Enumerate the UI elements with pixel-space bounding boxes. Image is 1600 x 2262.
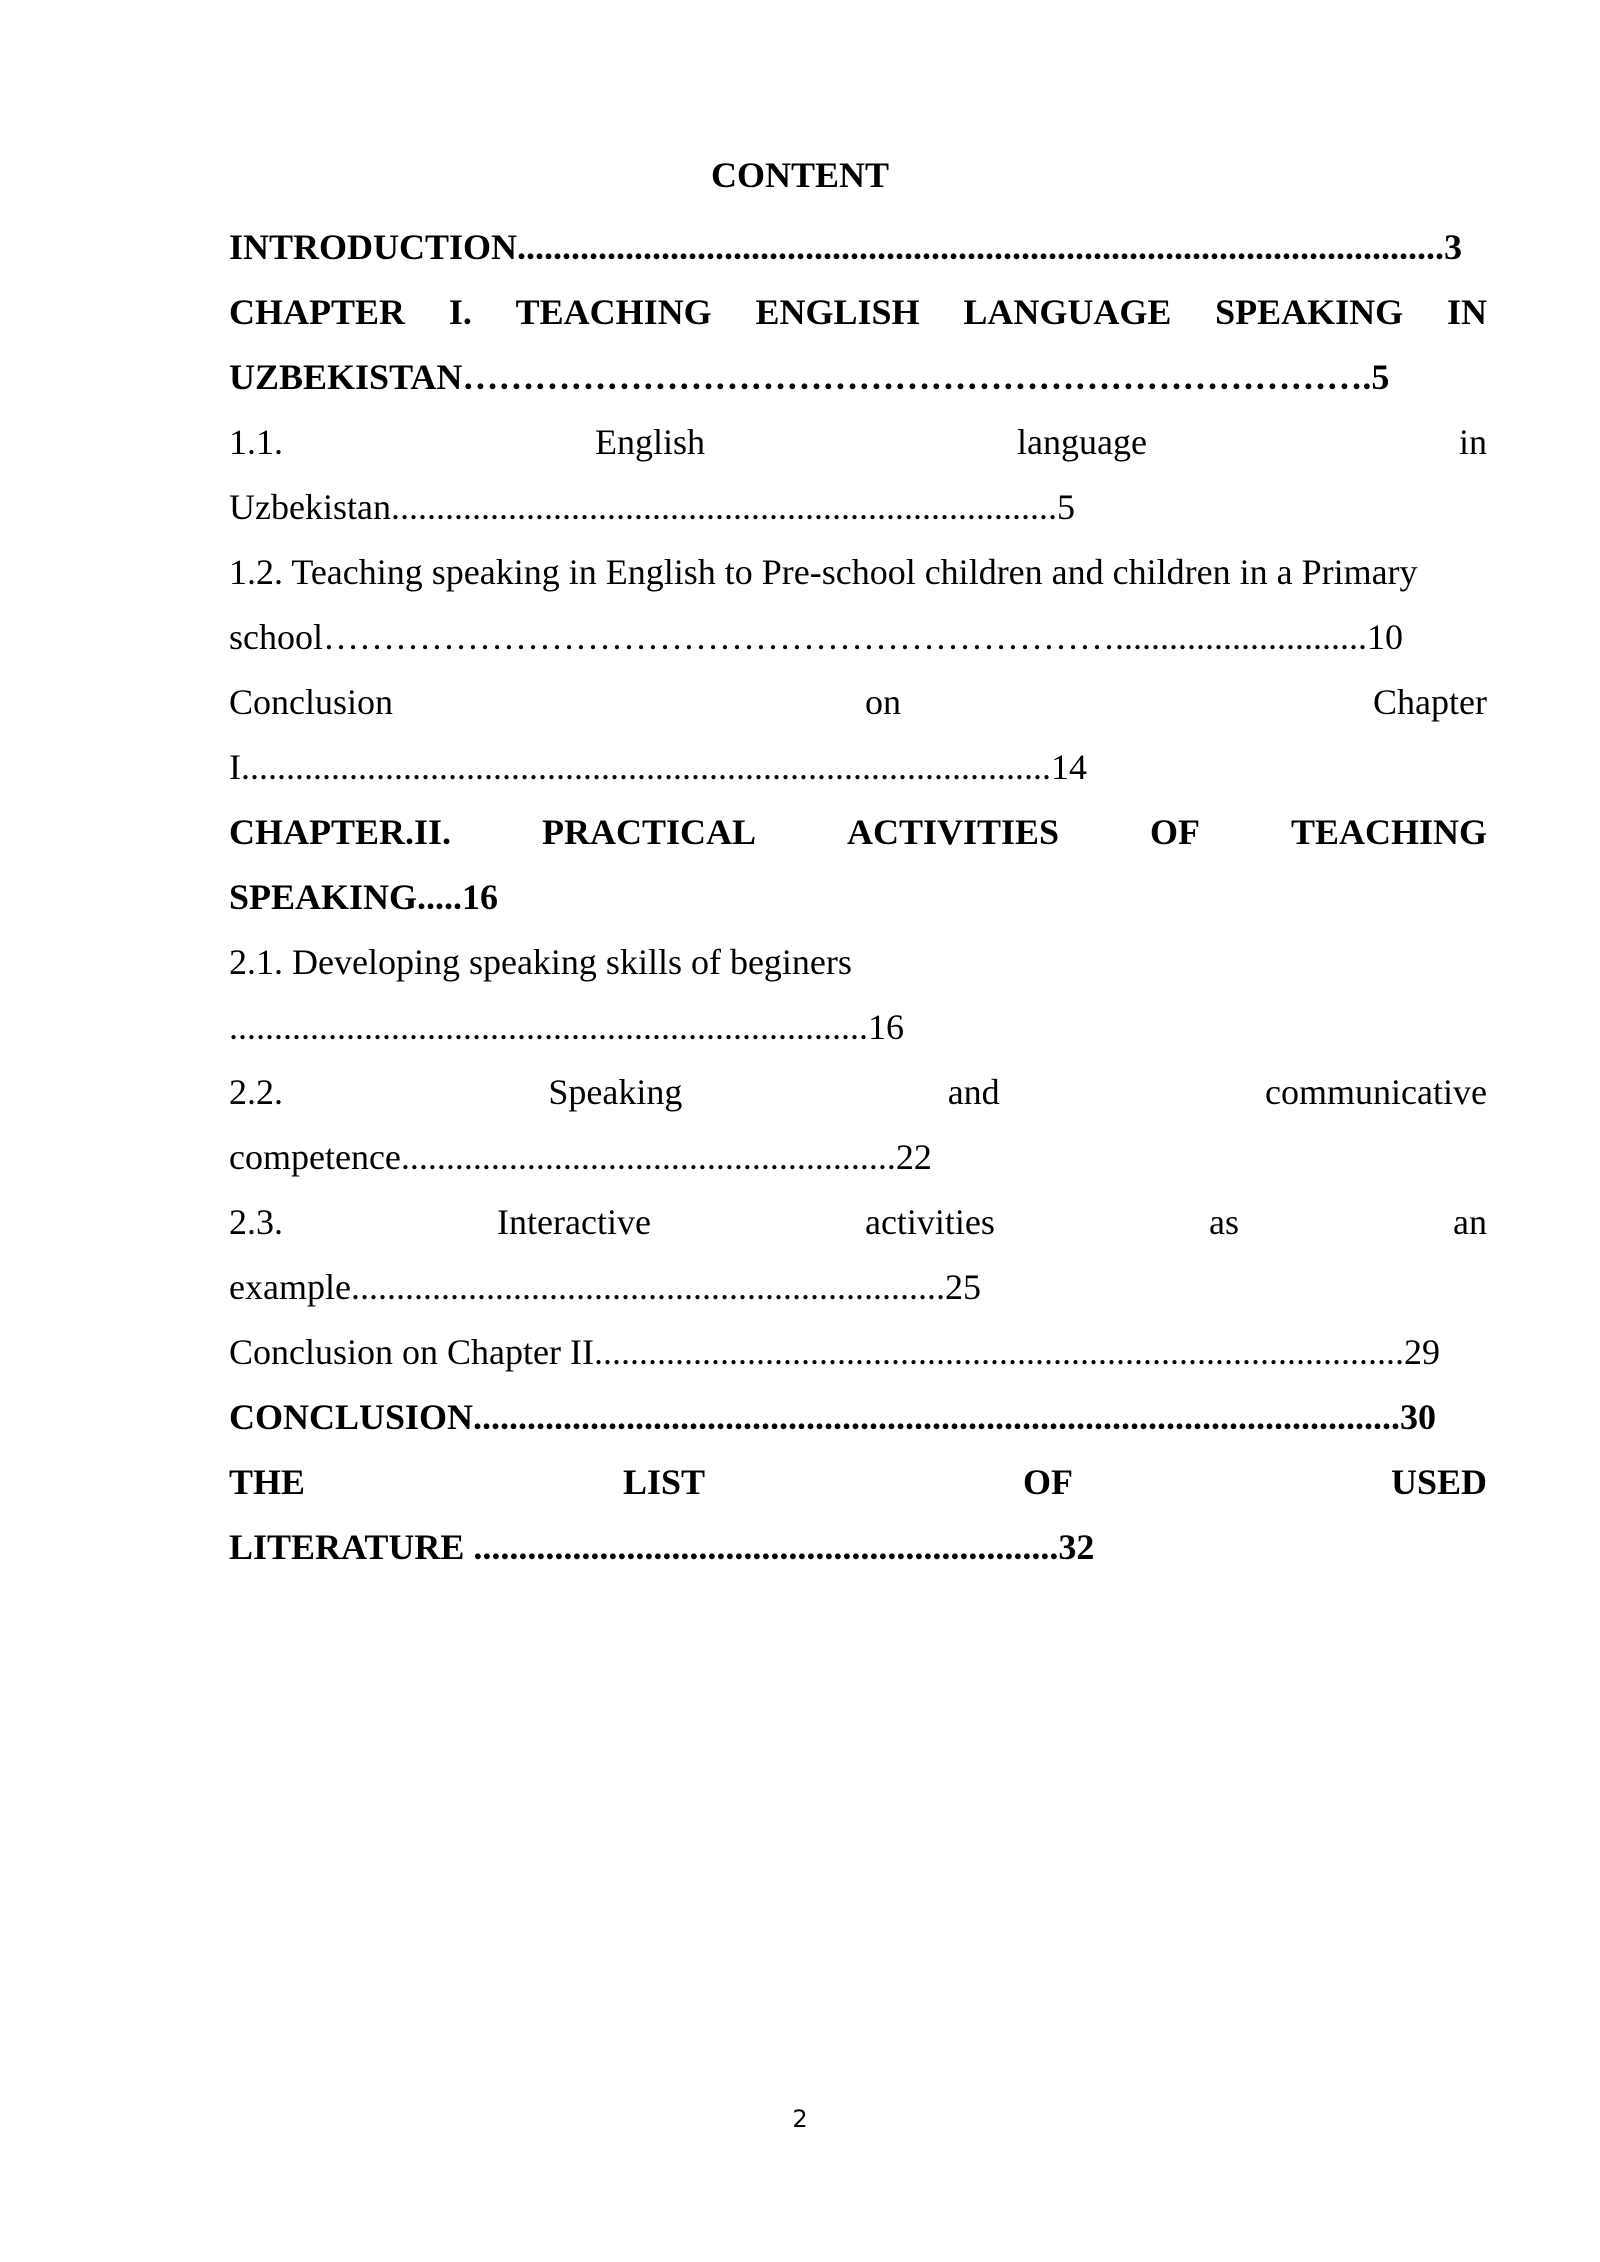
toc-word: LIST (622, 1462, 706, 1502)
toc-word: CHAPTER.II. (229, 812, 452, 852)
toc-line-chapter-1-title (229, 280, 1487, 345)
toc-line-literature-page: LITERATURE .................................................................32 (229, 1527, 1095, 1567)
toc-word: English (595, 422, 706, 462)
page-number: 2 (792, 2105, 808, 2133)
toc-word: Chapter (1373, 682, 1487, 722)
toc-line-conclusion: CONCLUSION.......................................................................................................30 (229, 1397, 1437, 1437)
toc-line-chapter-2-title (229, 800, 1487, 865)
toc-word: activities (864, 1202, 995, 1242)
toc-line-section-2-2-page: competence.......................................................22 (229, 1137, 932, 1177)
toc-word: in (1458, 422, 1487, 462)
toc-word: communicative (1265, 1072, 1487, 1112)
toc-word: PRACTICAL (541, 812, 756, 852)
toc-word: IN (1446, 292, 1487, 332)
toc-line-section-2-1-page: .......................................................................16 (229, 1007, 904, 1047)
toc-word: Speaking (548, 1072, 683, 1112)
toc-word: Interactive (497, 1202, 651, 1242)
toc-word: 2.2. (229, 1072, 283, 1112)
toc-line-conclusion-chapter-2: Conclusion on Chapter II..........................................................................................29 (229, 1332, 1440, 1372)
toc-word: an (1453, 1202, 1487, 1242)
table-of-contents (229, 215, 1487, 1580)
toc-word: and (947, 1072, 1000, 1112)
toc-word: language (1017, 422, 1147, 462)
toc-word: OF (1150, 812, 1200, 852)
toc-line-section-2-2 (229, 1060, 1487, 1125)
toc-word: THE (229, 1462, 306, 1502)
toc-word: ENGLISH (755, 292, 920, 332)
toc-word: I. (448, 292, 472, 332)
toc-word: LANGUAGE (963, 292, 1172, 332)
toc-word: TEACHING (515, 292, 712, 332)
toc-line-conclusion-chapter-1 (229, 670, 1487, 735)
toc-word: TEACHING (1290, 812, 1487, 852)
toc-line-section-1-2: 1.2. Teaching speaking in English to Pre-school children and children in a Primary (229, 552, 1418, 592)
toc-line-introduction: INTRODUCTION.......................................................................................................3 (229, 227, 1463, 267)
page-title: CONTENT (710, 155, 890, 195)
toc-line-section-2-3-page: example..................................................................25 (229, 1267, 981, 1307)
toc-word: USED (1390, 1462, 1487, 1502)
toc-line-chapter-2-page: SPEAKING.....16 (229, 877, 499, 917)
toc-line-chapter-1-page: UZBEKISTAN………………………………………………………………….5 (229, 357, 1390, 397)
toc-line-section-1-1-page: Uzbekistan..........................................................................5 (229, 487, 1075, 527)
toc-word: as (1208, 1202, 1239, 1242)
toc-line-section-1-2-page: school…………………………………………………………............................10 (229, 617, 1403, 657)
toc-word: OF (1023, 1462, 1073, 1502)
toc-word: Conclusion (229, 682, 394, 722)
toc-line-section-2-3 (229, 1190, 1487, 1255)
toc-word: CHAPTER (229, 292, 406, 332)
toc-line-section-2-1: 2.1. Developing speaking skills of beginers (229, 942, 852, 982)
toc-line-conclusion-chapter-1-page: I..........................................................................................14 (229, 747, 1087, 787)
toc-line-literature-title (229, 1450, 1487, 1515)
toc-word: ACTIVITIES (846, 812, 1060, 852)
toc-word: SPEAKING (1215, 292, 1404, 332)
toc-line-section-1-1 (229, 410, 1487, 475)
toc-word: 1.1. (229, 422, 283, 462)
toc-word: 2.3. (229, 1202, 283, 1242)
toc-word: on (865, 682, 902, 722)
